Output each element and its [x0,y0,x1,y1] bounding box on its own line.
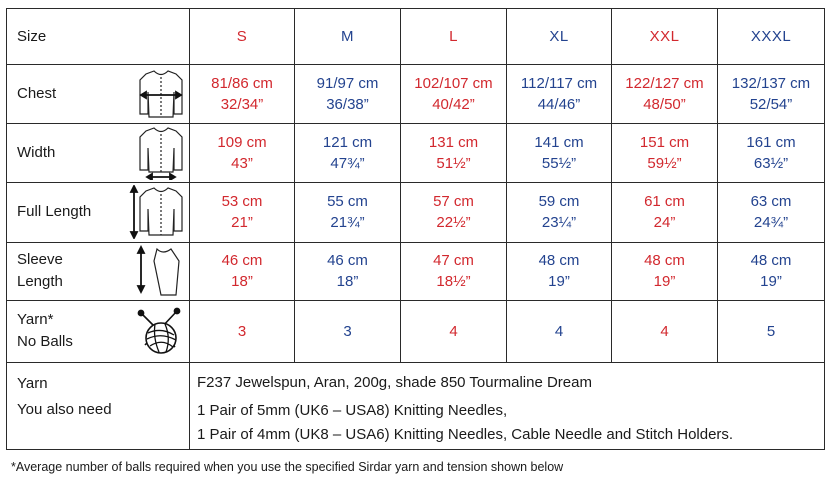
sleeve-m-cm: 46 cm [327,252,368,270]
yarn-info-label: Yarn [17,374,48,392]
chest-garment-icon [137,68,185,120]
sleeve-xxl-cell [612,242,718,300]
yarn-info-labels [7,362,190,449]
footnote: *Average number of balls required when you use the specified Sirdar yarn and tension shown below [11,460,564,474]
chest-l-cm: 102/107 cm [414,75,493,93]
width-xxxl-in: 63½” [753,155,789,173]
full-length-label-cell [7,183,190,242]
yarn-ball-needles-icon [135,305,185,357]
length-s-cell [190,183,295,242]
yarn-label-line2: No Balls [17,333,73,351]
chest-s-cm: 81/86 cm [211,75,273,93]
length-xxl-cm: 61 cm [644,193,685,211]
length-xxl-in: 24” [653,214,676,232]
width-s-in: 43” [231,155,253,173]
width-l-cell [401,124,507,183]
chest-l-in: 40/42” [432,96,475,114]
length-m-cm: 55 cm [327,193,368,211]
balls-l-cell: 4 [401,300,507,362]
width-m-in: 47¾” [330,155,365,173]
chest-xl-in: 44/46” [537,96,581,114]
length-garment-icon [129,185,185,239]
chest-m-cm: 91/97 cm [316,75,379,93]
balls-xxxl-cell: 5 [718,300,825,362]
size-m-header: M [295,9,401,65]
width-label: Width [17,144,56,162]
sleeve-xxl-in: 19” [653,273,676,291]
chest-m-in: 36/38” [326,96,369,114]
also-need-label: You also need [17,400,112,418]
chest-label-cell [7,65,190,124]
width-xxxl-cell [718,124,825,183]
balls-s-cell: 3 [190,300,295,362]
size-xxxl-header: XXXL [718,9,825,65]
sleeve-l-cm: 47 cm [433,252,474,270]
yarn-balls-label-cell [7,300,190,362]
size-xl-header: XL [507,9,612,65]
balls-m-cell: 3 [295,300,401,362]
needles-5mm: 1 Pair of 5mm (UK6 – USA8) Knitting Needles, [197,401,508,419]
chest-xxl-cell [612,65,718,124]
length-xl-cell [507,183,612,242]
sleeve-m-in: 18” [336,273,359,291]
yarn-spec: F237 Jewelspun, Aran, 200g, shade 850 Tourmaline Dream [197,373,592,391]
width-xl-cm: 141 cm [534,134,584,152]
full-length-label: Full Length [17,203,92,221]
size-label: Size [17,27,47,45]
sleeve-icon [131,245,185,297]
width-s-cm: 109 cm [217,134,267,152]
width-m-cell [295,124,401,183]
sleeve-xxxl-cell [718,242,825,300]
full-length-row [7,183,825,242]
chest-row [7,65,825,124]
yarn-balls-label [17,309,73,353]
width-l-cm: 131 cm [428,134,479,152]
sleeve-s-cm: 46 cm [221,252,263,270]
sleeve-xl-cm: 48 cm [538,252,580,270]
yarn-info-row [7,362,825,449]
size-chart-table [6,8,825,450]
needles-4mm: 1 Pair of 4mm (UK8 – USA6) Knitting Needles, Cable Needle and Stitch Holders. [197,425,734,443]
length-l-cm: 57 cm [433,193,474,211]
sleeve-s-in: 18” [231,273,253,291]
sleeve-xxl-cm: 48 cm [644,252,685,270]
balls-xl-cell: 4 [507,300,612,362]
yarn-balls-row [7,300,825,362]
width-xxl-cm: 151 cm [639,134,690,152]
sleeve-label-cell [7,242,190,300]
length-l-in: 22½” [436,214,471,232]
chest-m-cell [295,65,401,124]
chest-s-in: 32/34” [220,96,264,114]
length-s-cm: 53 cm [221,193,263,211]
width-garment-icon [137,126,185,180]
width-xxl-in: 59½” [647,155,682,173]
size-xxl-header: XXL [612,9,718,65]
length-xxxl-in: 24¾” [753,214,789,232]
sleeve-l-in: 18½” [436,273,471,291]
width-l-in: 51½” [436,155,471,173]
sleeve-xxxl-cm: 48 cm [750,252,792,270]
width-xxl-cell [612,124,718,183]
chest-label: Chest [17,85,57,103]
balls-xxl-cell: 4 [612,300,718,362]
sleeve-label [17,249,63,293]
length-m-in: 21¾” [330,214,365,232]
length-xl-cm: 59 cm [538,193,580,211]
sleeve-label-line1: Sleeve [17,251,63,269]
width-row [7,124,825,183]
chest-xl-cm: 112/117 cm [520,75,598,93]
length-s-in: 21” [231,214,253,232]
width-xl-in: 55½” [541,155,577,173]
sleeve-l-cell [401,242,507,300]
sleeve-label-line2: Length [17,273,63,291]
length-xl-in: 23¼” [541,214,577,232]
chest-xxl-in: 48/50” [643,96,686,114]
chest-l-cell [401,65,507,124]
length-xxl-cell [612,183,718,242]
sleeve-xxxl-in: 19” [760,273,782,291]
chest-xxxl-cm: 132/137 cm [731,75,811,93]
length-l-cell [401,183,507,242]
size-s-header: S [190,9,295,65]
yarn-label-line1: Yarn* [17,311,54,329]
sleeve-xl-in: 19” [548,273,570,291]
chest-s-cell [190,65,295,124]
chest-xxxl-in: 52/54” [749,96,793,114]
chest-xxxl-cell [718,65,825,124]
length-m-cell [295,183,401,242]
sleeve-length-row [7,242,825,300]
chest-xxl-cm: 122/127 cm [625,75,704,93]
width-m-cm: 121 cm [322,134,373,152]
width-s-cell [190,124,295,183]
width-label-cell [7,124,190,183]
width-xl-cell [507,124,612,183]
sleeve-s-cell [190,242,295,300]
length-xxxl-cm: 63 cm [750,193,792,211]
sleeve-xl-cell [507,242,612,300]
width-xxxl-cm: 161 cm [746,134,796,152]
sleeve-m-cell [295,242,401,300]
size-header-cell [7,9,190,65]
size-header-row [7,9,825,65]
chest-xl-cell [507,65,612,124]
size-l-header: L [401,9,507,65]
yarn-info-details [190,362,825,449]
length-xxxl-cell [718,183,825,242]
